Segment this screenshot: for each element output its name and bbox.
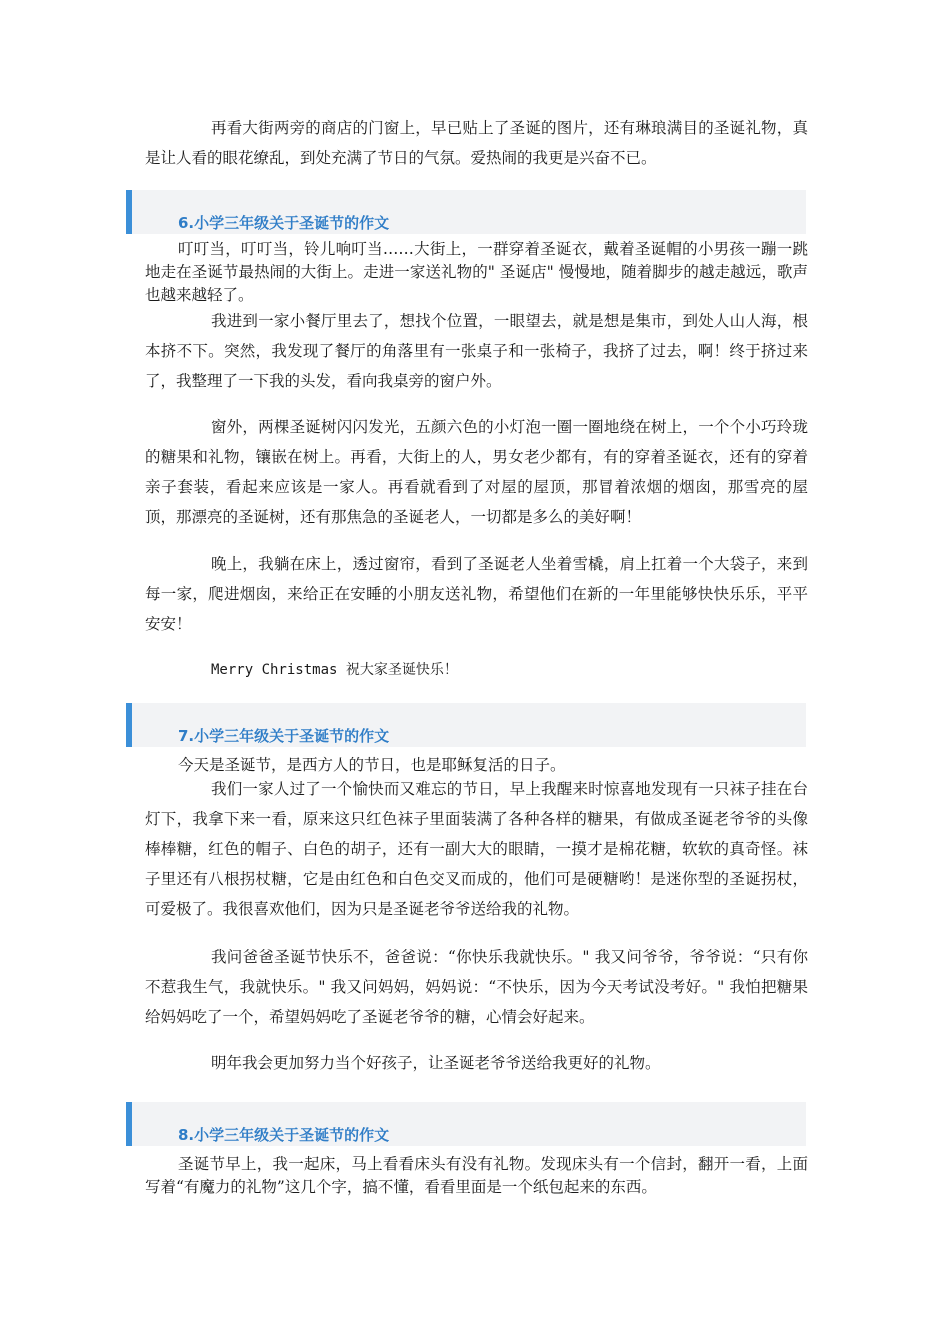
heading-accent-bar	[126, 1102, 132, 1146]
section-heading-7	[126, 703, 806, 747]
paragraph: 我们一家人过了一个愉快而又难忘的节日，早上我醒来时惊喜地发现有一只袜子挂在台灯下，我拿下来一看，原来这只红色袜子里面装满了各种各样的糖果，有做成圣诞老爷爷的头像棒棒糖，红色的帽子、白色的胡子，还有一副大大的眼睛，一摸才是棉花糖，软软的真奇怪。袜子里还有八根拐杖糖，它是由红色和白色交叉而成的，他们可是硬糖哟！是迷你型的圣诞拐杖，可爱极了。我很喜欢他们，因为只是圣诞老爷爷送给我的礼物。	[145, 780, 808, 918]
paragraph: 圣诞节早上，我一起床，马上看看床头有没有礼物。发现床头有一个信封，翻开一看，上面写着“有魔力的礼物”这几个字，搞不懂，看看里面是一个纸包起来的东西。	[145, 1155, 808, 1196]
paragraph: 窗外，两棵圣诞树闪闪发光，五颜六色的小灯泡一圈一圈地绕在树上，一个个小巧玲珑的糖果和礼物，镶嵌在树上。再看，大街上的人，男女老少都有，有的穿着圣诞衣，还有的穿着亲子套装，看起来应该是一家人。再看就看到了对屋的屋顶，那冒着浓烟的烟囱，那雪亮的屋顶，那漂亮的圣诞树，还有那焦急的圣诞老人，一切都是多么的美好啊！	[145, 418, 808, 526]
heading-accent-bar	[126, 190, 132, 234]
paragraph: 我进到一家小餐厅里去了，想找个位置，一眼望去，就是想是集市，到处人山人海，根本挤不下。突然，我发现了餐厅的角落里有一张桌子和一张椅子，我挤了过去，啊！终于挤过来了，我整理了一下我的头发，看向我桌旁的窗户外。	[145, 312, 808, 390]
paragraph: 明年我会更加努力当个好孩子，让圣诞老爷爷送给我更好的礼物。	[211, 1054, 661, 1072]
intro-paragraph: 再看大街两旁的商店的门窗上，早已贴上了圣诞的图片，还有琳琅满目的圣诞礼物，真是让人看的眼花缭乱，到处充满了节日的气氛。爱热闹的我更是兴奋不已。	[145, 119, 808, 167]
section-heading-8	[126, 1102, 806, 1146]
paragraph: 我问爸爸圣诞节快乐不，爸爸说：“你快乐我就快乐。" 我又问爷爷，爷爷说：“只有你不惹我生气，我就快乐。" 我又问妈妈，妈妈说：“不快乐，因为今天考试没考好。" 我怕把糖果给妈妈吃了一个，希望妈妈吃了圣诞老爷爷的糖，心情会好起来。	[145, 948, 808, 1026]
paragraph: 叮叮当，叮叮当，铃儿响叮当……大街上，一群穿着圣诞衣，戴着圣诞帽的小男孩一蹦一跳地走在圣诞节最热闹的大街上。走进一家送礼物的" 圣诞店" 慢慢地，随着脚步的越走越远，歌声也越来越轻了。	[145, 240, 808, 304]
paragraph: 晚上，我躺在床上，透过窗帘，看到了圣诞老人坐着雪橇，肩上扛着一个大袋子，来到每一家，爬进烟囱，来给正在安睡的小朋友送礼物，希望他们在新的一年里能够快快乐乐，平平安安！	[145, 555, 808, 633]
paragraph: Merry Christmas 祝大家圣诞快乐！	[211, 662, 458, 678]
section-title: 8.小学三年级关于圣诞节的作文	[178, 1126, 390, 1144]
heading-accent-bar	[126, 703, 132, 747]
section-title: 6.小学三年级关于圣诞节的作文	[178, 214, 390, 232]
section-title: 7.小学三年级关于圣诞节的作文	[178, 727, 390, 745]
section-heading-6	[126, 190, 806, 234]
paragraph: 今天是圣诞节，是西方人的节日，也是耶稣复活的日子。	[178, 756, 566, 774]
